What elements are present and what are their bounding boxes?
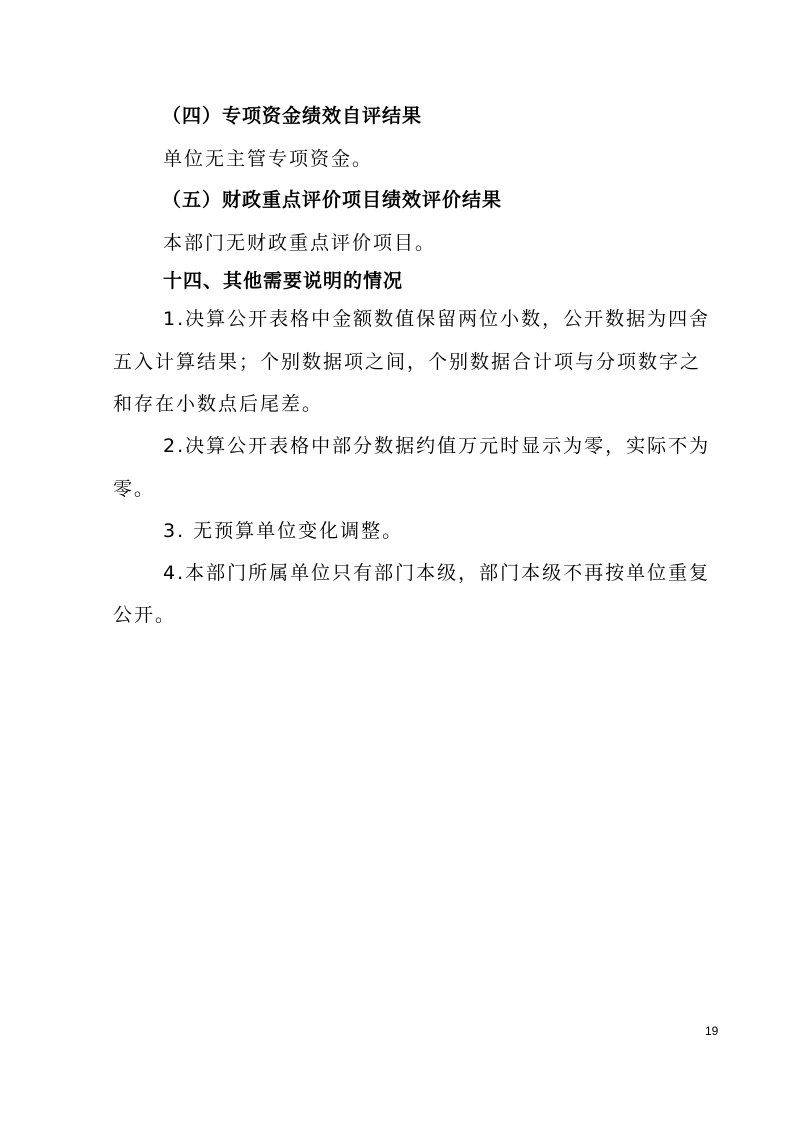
note-1-line-2: 五入计算结果；个别数据项之间，个别数据合计项与分项数字之	[113, 351, 702, 373]
note-3-line-1: 3. 无预算单位变化调整。	[163, 520, 404, 542]
section-14-heading: 十四、其他需要说明的情况	[163, 270, 404, 292]
page-number: 19	[705, 1024, 719, 1038]
note-1-line-3: 和存在小数点后尾差。	[113, 393, 324, 415]
section-4-body: 单位无主管专项资金。	[163, 148, 374, 170]
section-4-heading: （四）专项资金绩效自评结果	[162, 105, 423, 127]
note-1-line-1: 1.决算公开表格中金额数值保留两位小数，公开数据为四舍	[163, 308, 711, 330]
note-2-line-2: 零。	[113, 478, 156, 500]
note-2-line-1: 2.决算公开表格中部分数据约值万元时显示为零，实际不为	[163, 435, 711, 457]
note-4-line-1: 4.本部门所属单位只有部门本级，部门本级不再按单位重复	[163, 562, 711, 584]
section-5-heading: （五）财政重点评价项目绩效评价结果	[162, 189, 503, 211]
section-5-body: 本部门无财政重点评价项目。	[163, 232, 437, 254]
note-4-line-2: 公开。	[113, 604, 177, 626]
